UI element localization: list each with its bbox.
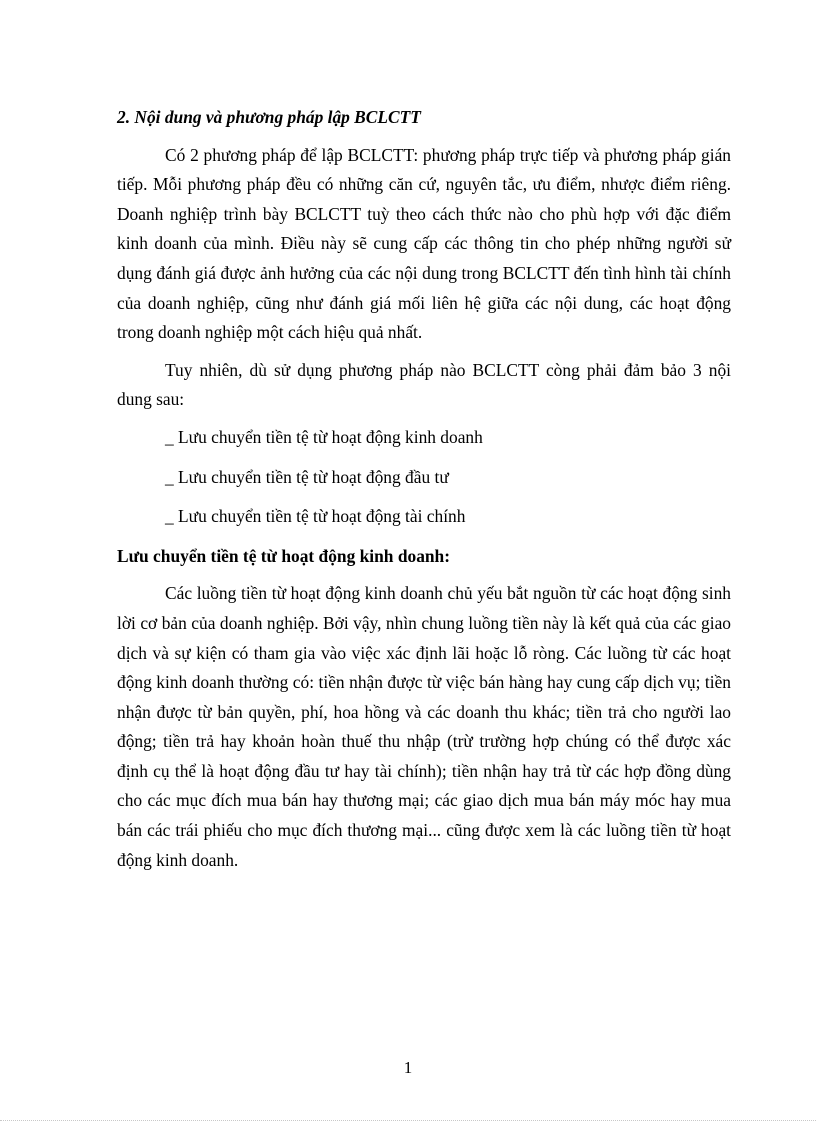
subheading: Lưu chuyển tiền tệ từ hoạt động kinh doanh: — [117, 545, 451, 566]
bullet-item: _ Lưu chuyển tiền tệ từ hoạt động tài chính — [165, 506, 466, 527]
bullet-item: _ Lưu chuyển tiền tệ từ hoạt động kinh doanh — [165, 426, 483, 447]
page-number: 1 — [403, 1058, 413, 1077]
bullet-item: _ Lưu chuyển tiền tệ từ hoạt động đầu tư — [165, 466, 449, 487]
paragraph-operating-cash-flows: Các luồng tiền từ hoạt động kinh doanh chủ yếu bắt nguồn từ các hoạt động sinh lời cơ bản của doanh nghiệp. Bởi vậy, nhìn chung luồng tiền này là kết quả của các giao dịch và sự kiện có tham gia vào việc xác định lãi hoặc lỗ ròng. Các luồng từ các hoạt động kinh doanh thường có: tiền nhận được từ việc bán hàng hay cung cấp dịch vụ; tiền nhận được từ bản quyền, phí, hoa hồng và các doanh thu khác; tiền trả cho người lao động; tiền trả hay khoản hoàn thuế thu nhập (trừ trường hợp chúng có thể được xác định cụ thể là hoạt động đầu tư hay tài chính); tiền nhận hay trả từ các hợp đồng dùng cho các mục đích mua bán hay thương mại; các giao dịch mua bán máy móc hay mua bán các trái phiếu cho mục đích thương mại... cũng được xem là các luồng tiền từ hoạt động kinh doanh. — [117, 583, 731, 870]
section-heading: 2. Nội dung và phương pháp lập BCLCTT — [117, 107, 421, 127]
document-body — [117, 103, 731, 883]
page-bottom-divider — [0, 1120, 816, 1121]
paragraph-methods: Có 2 phương pháp để lập BCLCTT: phương pháp trực tiếp và phương pháp gián tiếp. Mỗi phương pháp đều có những căn cứ, nguyên tắc, ưu điểm, nhược điểm riêng. Doanh nghiệp trình bày BCLCTT tuỳ theo cách thức nào cho phù hợp với đặc điểm kinh doanh của mình. Điều này sẽ cung cấp các thông tin cho phép những người sử dụng đánh giá được ảnh hưởng của các nội dung trong BCLCTT đến tình hình tài chính của doanh nghiệp, cũng như đánh giá mối liên hệ giữa các nội dung, các hoạt động trong doanh nghiệp một cách hiệu quả nhất. — [117, 144, 731, 343]
paragraph-requirements: Tuy nhiên, dù sử dụng phương pháp nào BCLCTT còng phải đảm bảo 3 nội dung sau: — [117, 359, 731, 410]
